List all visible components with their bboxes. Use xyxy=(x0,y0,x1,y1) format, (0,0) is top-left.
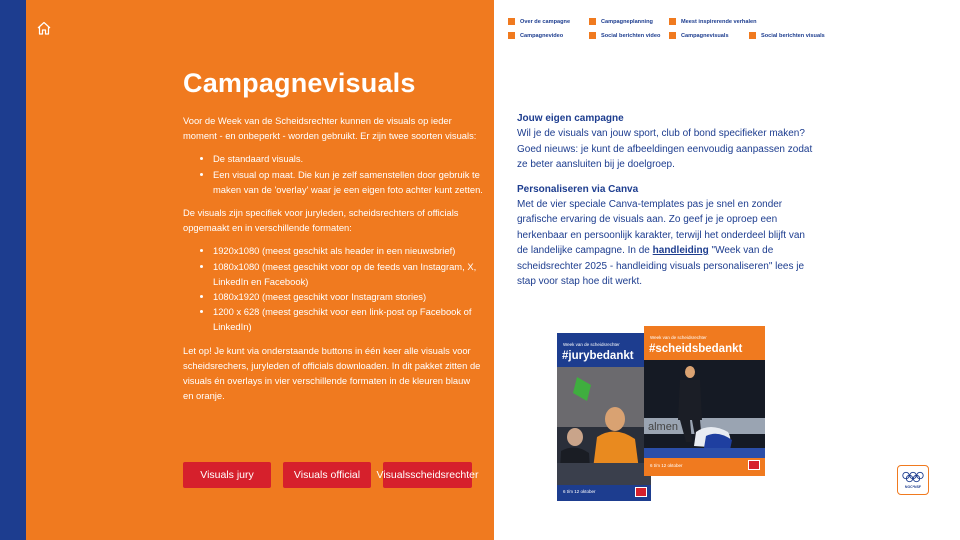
nav-item-campagnevisuals[interactable]: Campagnevisuals xyxy=(669,32,729,39)
nav-item-social-berichten-visuals[interactable]: Social berichten visuals xyxy=(749,32,825,39)
poster-date: 6 t/m 12 oktober xyxy=(650,463,683,468)
orange-panel xyxy=(26,0,494,540)
visuals-official-button[interactable]: Visuals official xyxy=(283,462,371,488)
square-bullet-icon xyxy=(508,18,515,25)
nav-item-over-de-campagne[interactable]: Over de campagne xyxy=(508,18,570,25)
section-heading-eigen-campagne: Jouw eigen campagne xyxy=(517,113,624,124)
poster-logo-icon xyxy=(748,460,760,470)
eigen-campagne-paragraph: Wil je de visuals van jouw sport, club of bond specifieker maken? Goed nieuws: je kunt de afbeeldingen eenvoudig aanpassen zodat ze beter aansluiten bij je doelgroep. xyxy=(517,128,813,170)
download-buttons xyxy=(183,462,483,488)
poster-hashtag: #jurybedankt xyxy=(562,350,634,362)
right-column-text xyxy=(517,112,817,300)
square-bullet-icon xyxy=(669,18,676,25)
square-bullet-icon xyxy=(669,32,676,39)
left-blue-strip xyxy=(0,0,26,540)
visuals-scheidsrechter-button[interactable] xyxy=(376,462,479,488)
list-item: • Een visual op maat. Die kun je zelf samenstellen door gebruik te maken van de 'overlay' waar je een eigen foto achter kunt zetten. xyxy=(213,167,483,197)
section-heading-canva: Personaliseren via Canva xyxy=(517,183,639,195)
home-icon[interactable] xyxy=(36,20,52,36)
nav-item-social-berichten-video[interactable]: Social berichten video xyxy=(589,32,660,39)
list-item: • 1080x1920 (meest geschikt voor Instagram stories) xyxy=(213,289,483,304)
button-label-line2: scheidsrechter xyxy=(410,468,479,481)
svg-text:almen: almen xyxy=(648,421,678,433)
square-bullet-icon xyxy=(589,18,596,25)
badge-label: NOC*NSF xyxy=(904,485,922,489)
square-bullet-icon xyxy=(749,32,756,39)
poster-kicker: Week van de scheidsrechter xyxy=(650,335,707,340)
list-item: • De standaard visuals. xyxy=(213,151,483,166)
square-bullet-icon xyxy=(589,32,596,39)
poster-jurybedankt xyxy=(557,333,651,501)
poster-kicker: Week van de scheidsrechter xyxy=(563,342,620,347)
poster-logo-icon xyxy=(635,487,647,497)
note-paragraph: Let op! Je kunt via onderstaande buttons in één keer alle visuals voor scheidsrechers, juryleden of officials downloaden. In dit pakket zitten de visuals én overlays in vier verschillende formaten in de kleuren blauw en oranje. xyxy=(183,344,481,402)
handleiding-link[interactable]: handleiding xyxy=(652,245,709,256)
nav-item-campagneplanning[interactable]: Campagneplanning xyxy=(589,18,653,25)
body-text xyxy=(183,113,483,411)
types-list xyxy=(183,151,483,197)
poster-date: 6 t/m 12 oktober xyxy=(563,489,596,494)
judo-photo xyxy=(644,360,765,458)
page-title: Campagnevisuals xyxy=(183,68,416,98)
square-bullet-icon xyxy=(508,32,515,39)
canva-paragraph: Met de vier speciale Canva-templates pas je snel en zonder grafische ervaring de visuals aan. Zo geef je je oproep een herkenbaar en persoonlijk karakter, terwijl het onderdeel blijft van de landelijke campagne. In de handleiding "Week van de scheidsrechter 2025 - handleiding visuals personaliseren" lees je stap voor stap hoe dit werkt. xyxy=(517,198,805,287)
formats-intro: De visuals zijn specifiek voor juryleden, scheidsrechters of officials opgemaakt en in verschillende formaten: xyxy=(183,207,459,234)
noc-nsf-logo xyxy=(897,465,929,495)
nav-item-campagnevideo[interactable]: Campagnevideo xyxy=(508,32,563,39)
poster-hashtag: #scheidsbedankt xyxy=(649,343,743,355)
poster-scheidsbedankt xyxy=(644,326,765,476)
olympic-rings-icon xyxy=(901,471,925,483)
nav-item-meest-inspirerende-verhalen[interactable]: Meest inspirerende verhalen xyxy=(669,18,757,25)
visuals-jury-button[interactable]: Visuals jury xyxy=(183,462,271,488)
button-label-line1: Visuals xyxy=(376,468,411,481)
list-item: • 1200 x 628 (meest geschikt voor een link-post op Facebook of LinkedIn) xyxy=(213,304,483,334)
intro-paragraph: Voor de Week van de Scheidsrechter kunnen de visuals op ieder moment - en onbeperkt - worden gebruikt. Er zijn twee soorten visuals: xyxy=(183,115,477,142)
jury-photo xyxy=(557,367,651,485)
list-item: • 1080x1080 (meest geschikt voor op de feeds van Instagram, X, LinkedIn en Facebook) xyxy=(213,259,483,289)
formats-list xyxy=(183,243,483,334)
list-item: • 1920x1080 (meest geschikt als header in een nieuwsbrief) xyxy=(213,243,483,258)
